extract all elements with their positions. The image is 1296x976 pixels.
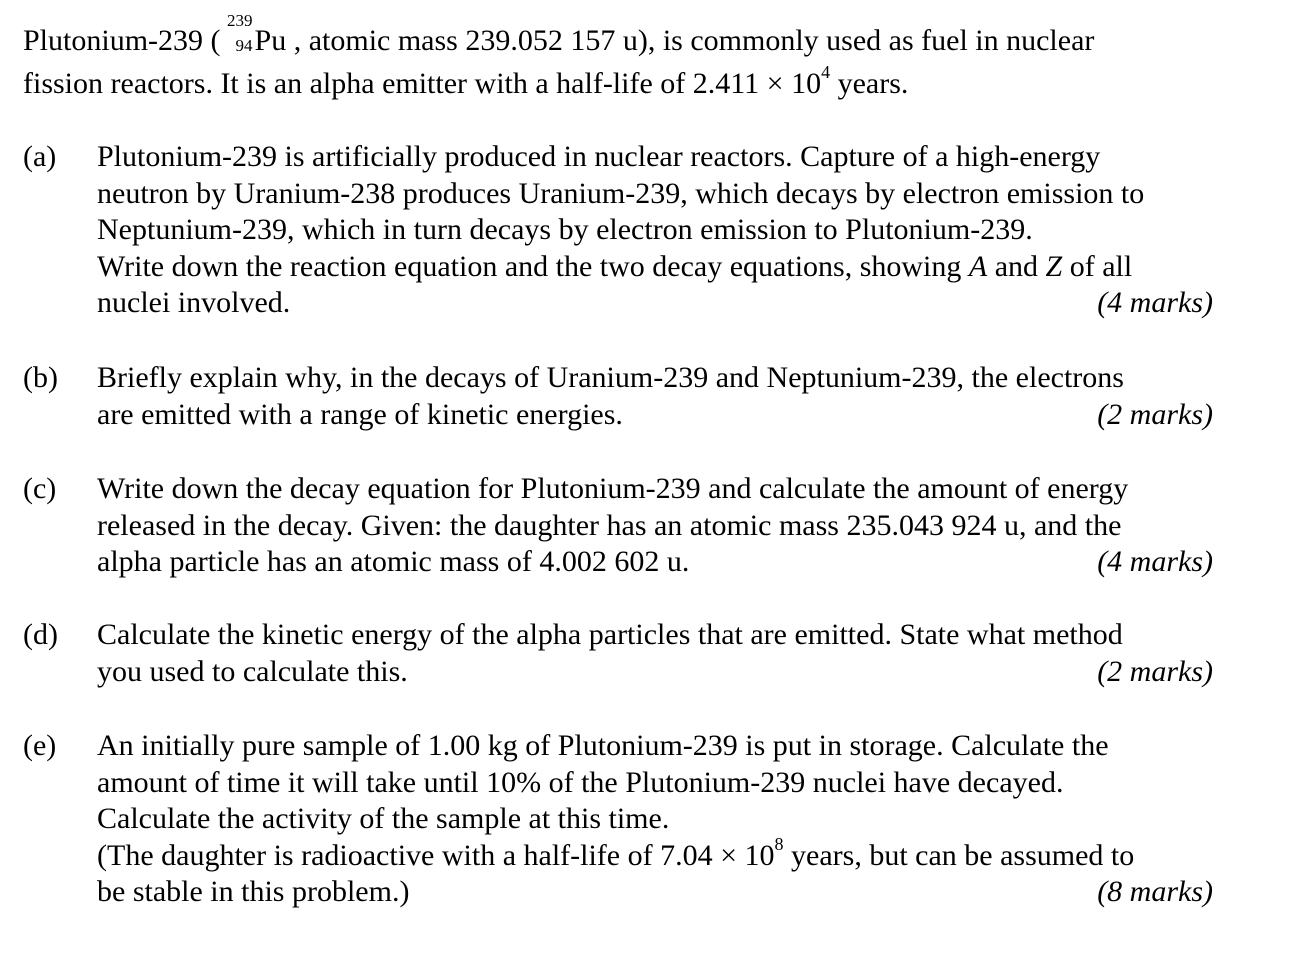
intro-text-1b: , atomic mass 239.052 157 u), is commonly used as fuel in nuclear — [286, 24, 1095, 57]
part-body — [97, 139, 1213, 322]
part-label: (c) — [23, 472, 57, 505]
part-label: (d) — [23, 618, 58, 651]
part-text-line — [97, 654, 1213, 691]
text-segment: of all — [1062, 249, 1133, 283]
part-text-line — [97, 544, 1213, 581]
part-text-line — [97, 285, 1213, 322]
marks-label: (8 marks) — [1097, 875, 1213, 908]
text-segment: you used to calculate this. — [97, 654, 408, 688]
part-text-line — [97, 874, 1213, 911]
intro-line-2 — [23, 62, 909, 102]
variable-a: A — [968, 249, 988, 283]
part-text-line: Neptunium-239, which in turn decays by electron emission to Plutonium-239. — [97, 213, 1033, 246]
marks-label: (4 marks) — [1097, 286, 1213, 319]
nuclide-mass-number: 239 — [227, 11, 253, 30]
text-segment: (The daughter is radioactive with a half-life of 7.04 × 10 — [97, 838, 775, 872]
part-text-line — [97, 397, 1213, 434]
half-life-exponent: 8 — [774, 833, 784, 854]
part-body — [97, 617, 1213, 690]
part-body — [97, 471, 1213, 581]
text-segment: be stable in this problem.) — [97, 875, 410, 908]
text-segment: nuclei involved. — [97, 286, 291, 319]
part-text-line: Plutonium-239 is artificially produced in nuclear reactors. Capture of a high-energy — [97, 140, 1101, 173]
part-text-line: neutron by Uranium-238 produces Uranium-239, which decays by electron emission to — [97, 176, 1145, 210]
text-segment: years, but can be assumed to — [783, 838, 1135, 872]
part-text-line: released in the decay. Given: the daughter has an atomic mass 235.043 924 u, and the — [97, 508, 1122, 542]
nuclide-atomic-number: 94 — [235, 36, 253, 55]
intro-line-1 — [23, 11, 1095, 59]
intro-text-2a: fission reactors. It is an alpha emitter with a half-life of 2.411 × 10 — [23, 67, 822, 100]
part-text-line: Briefly explain why, in the decays of Uranium-239 and Neptunium-239, the electrons — [97, 361, 1124, 394]
part-body — [97, 728, 1213, 911]
part-text-line: An initially pure sample of 1.00 kg of Plutonium-239 is put in storage. Calculate the — [97, 729, 1109, 762]
part-label: (e) — [23, 729, 57, 762]
part-text-line: Calculate the kinetic energy of the alpha particles that are emitted. State what method — [97, 618, 1123, 651]
part-text-line — [97, 833, 1213, 875]
text-segment: alpha particle has an atomic mass of 4.002 602 u. — [97, 545, 690, 578]
part-text-line: Calculate the activity of the sample at this time. — [97, 802, 670, 835]
nuclide-symbol: Pu — [254, 24, 287, 57]
text-segment: Write down the reaction equation and the two decay equations, showing — [97, 249, 969, 283]
intro-text-2b: years. — [830, 67, 909, 100]
text-segment: are emitted with a range of kinetic energies. — [97, 397, 623, 431]
marks-label: (2 marks) — [1097, 654, 1213, 688]
part-text-line — [97, 249, 1213, 286]
plutonium-nuclide-notation — [221, 11, 255, 55]
part-text-line: amount of time it will take until 10% of the Plutonium-239 nuclei have decayed. — [97, 765, 1064, 799]
marks-label: (2 marks) — [1097, 397, 1213, 431]
part-label: (b) — [23, 361, 58, 394]
intro-text-1a: Plutonium-239 ( — [23, 24, 221, 57]
marks-label: (4 marks) — [1097, 545, 1213, 578]
part-body — [97, 360, 1213, 433]
part-text-line: Write down the decay equation for Plutonium-239 and calculate the amount of energy — [97, 472, 1129, 505]
variable-z: Z — [1045, 249, 1063, 283]
part-label: (a) — [23, 140, 57, 173]
text-segment: and — [987, 249, 1046, 283]
half-life-exponent: 4 — [821, 62, 831, 82]
